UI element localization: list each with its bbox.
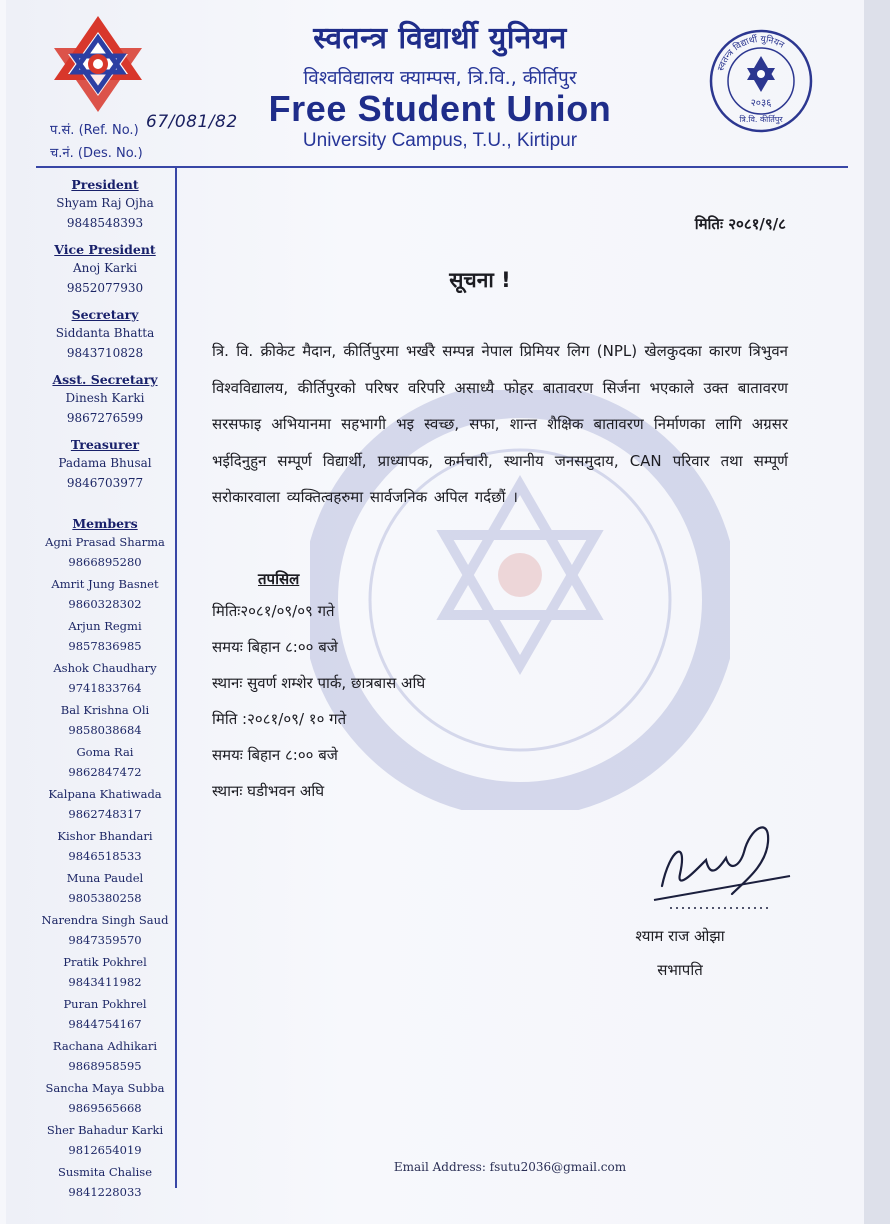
- member-item: [38, 994, 172, 1034]
- member-phone: 9862748317: [68, 807, 142, 821]
- detail-line: स्थानः घडीभवन अघि: [212, 782, 325, 800]
- member-name: Goma Rai: [76, 745, 134, 759]
- notice-title: सूचना !: [449, 268, 511, 292]
- member-name: Susmita Chalise: [57, 1165, 153, 1179]
- member-name: Agni Prasad Sharma: [45, 535, 165, 549]
- dispatch-number-label: च.नं. (Des. No.): [50, 146, 143, 161]
- ref-number-value: 67/081/82: [146, 112, 238, 132]
- svg-text:त्रि.वि. कीर्तिपुर: त्रि.वि. कीर्तिपुर: [739, 115, 783, 124]
- officer-title: Treasurer: [70, 437, 140, 452]
- officer-title: Secretary: [71, 307, 139, 322]
- member-name: Narendra Singh Saud: [41, 913, 169, 927]
- officer-phone: 9867276599: [66, 411, 144, 425]
- detail-line: स्थानः सुवर्ण शम्शेर पार्क, छात्रबास अघि: [212, 674, 426, 692]
- officer-phone: 9843710828: [66, 346, 144, 360]
- notice-date: मितिः २०८१/९/८: [694, 215, 786, 233]
- ref-number-label: प.सं. (Ref. No.): [50, 123, 139, 138]
- member-name: Muna Paudel: [66, 871, 144, 885]
- officer-asst-secretary: [38, 371, 172, 428]
- svg-text:स्वतन्त्र विद्यार्थी युनियन: स्वतन्त्र विद्यार्थी युनियन: [716, 34, 786, 73]
- detail-line: समयः बिहान ८:०० बजे: [212, 638, 338, 656]
- member-phone: 9857836985: [68, 639, 142, 653]
- member-phone: 9812654019: [68, 1143, 142, 1157]
- member-item: [38, 952, 172, 992]
- member-name: Sancha Maya Subba: [45, 1081, 165, 1095]
- officer-name: Dinesh Karki: [65, 391, 145, 405]
- officer-phone: 9852077930: [66, 281, 144, 295]
- signatory-role: सभापति: [657, 961, 703, 979]
- member-phone: 9866895280: [68, 555, 142, 569]
- officer-name: Shyam Raj Ojha: [56, 196, 154, 210]
- member-phone: 9841228033: [68, 1185, 142, 1199]
- member-item: [38, 1078, 172, 1118]
- officer-title: Vice President: [54, 242, 156, 257]
- member-item: [38, 532, 172, 572]
- officer-secretary: [38, 306, 172, 363]
- member-item: [38, 868, 172, 908]
- footer-email: Email Address: fsutu2036@gmail.com: [393, 1160, 627, 1174]
- member-item: [38, 742, 172, 782]
- union-seal-icon: [706, 26, 816, 136]
- member-name: Sher Bahadur Karki: [46, 1123, 164, 1137]
- member-name: Rachana Adhikari: [52, 1039, 158, 1053]
- detail-line: समयः बिहान ८:०० बजे: [212, 746, 338, 764]
- officer-title: President: [71, 177, 139, 192]
- member-item: [38, 700, 172, 740]
- detail-line: मिति :२०८१/०९/ १० गते: [212, 710, 347, 728]
- union-name-nepali: स्वतन्त्र विद्यार्थी युनियन: [313, 21, 567, 56]
- member-name: Puran Pokhrel: [63, 997, 147, 1011]
- member-phone: 9846518533: [68, 849, 142, 863]
- member-item: [38, 616, 172, 656]
- member-name: Ashok Chaudhary: [53, 661, 157, 675]
- union-address-nepali: विश्वविद्यालय क्याम्पस, त्रि.वि., कीर्तिपुर: [303, 67, 577, 89]
- notice-body: त्रि. वि. क्रीकेट मैदान, कीर्तिपुरमा भर्खरै सम्पन्न नेपाल प्रिमियर लिग (NPL) खेलकुदका कारण त्रिभुवन विश्वविद्यालय, कीर्तिपुरको परिषर वरिपरि असाध्यै फोहर बातावरण सिर्जना भएकाले उक्त बातावरण सरसफाइ अभियानमा सहभागी भइ स्वच्छ, सफा, शान्त शैक्षिक बातावरण निर्माणका लागि अग्रसर भईदिनुहुन सम्पूर्ण विद्यार्थी, प्राध्यापक, कर्मचारी, स्थानीय जनसमुदाय, CAN परिवार तथा सम्पूर्ण सरोकारवाला व्यक्तित्वहरुमा सार्वजनिक अपिल गर्दछौं ।: [212, 342, 788, 506]
- member-item: [38, 658, 172, 698]
- sidebar-divider: [175, 166, 177, 1188]
- member-phone: 9805380258: [68, 891, 142, 905]
- detail-line: मितिः२०८१/०९/०९ गते: [212, 602, 335, 620]
- member-phone: 9868958595: [68, 1059, 142, 1073]
- member-phone: 9869565668: [68, 1101, 142, 1115]
- officer-name: Anoj Karki: [72, 261, 138, 275]
- member-phone: 9858038684: [68, 723, 142, 737]
- members-heading: Members: [72, 516, 138, 531]
- member-item: [38, 1036, 172, 1076]
- officer-phone: 9848548393: [66, 216, 144, 230]
- officer-title: Asst. Secretary: [52, 372, 158, 387]
- member-name: Kalpana Khatiwada: [48, 787, 162, 801]
- union-address-english: University Campus, T.U., Kirtipur: [302, 130, 578, 151]
- member-item: [38, 826, 172, 866]
- member-item: [38, 1120, 172, 1160]
- member-phone: 9862847472: [68, 765, 142, 779]
- officer-name: Padama Bhusal: [58, 456, 152, 470]
- details-list: [212, 598, 612, 814]
- member-name: Amrit Jung Basnet: [51, 577, 159, 591]
- officer-president: [38, 176, 172, 233]
- svg-text:२०३६: २०३६: [750, 98, 772, 109]
- member-item: [38, 574, 172, 614]
- member-name: Pratik Pokhrel: [63, 955, 147, 969]
- union-name-english: Free Student Union: [268, 88, 612, 129]
- member-phone: 9860328302: [68, 597, 142, 611]
- officer-vice-president: [38, 241, 172, 298]
- page-edge: [864, 0, 890, 1224]
- officer-treasurer: [38, 436, 172, 493]
- header-divider: [36, 166, 848, 168]
- member-item: [38, 784, 172, 824]
- union-emblem-icon: [50, 14, 146, 114]
- details-heading: तपसिल: [258, 570, 300, 588]
- officer-phone: 9846703977: [66, 476, 144, 490]
- member-name: Bal Krishna Oli: [60, 703, 150, 717]
- member-phone: 9741833764: [68, 681, 142, 695]
- member-name: Arjun Regmi: [68, 619, 142, 633]
- member-phone: 9843411982: [68, 975, 142, 989]
- committee-sidebar: [38, 176, 172, 1202]
- member-phone: 9844754167: [68, 1017, 142, 1031]
- member-item: [38, 910, 172, 950]
- officer-name: Siddanta Bhatta: [55, 326, 155, 340]
- handwritten-signature-icon: [640, 808, 800, 920]
- member-item: [38, 1162, 172, 1202]
- signatory-name: श्याम राज ओझा: [635, 927, 725, 945]
- member-name: Kishor Bhandari: [57, 829, 153, 843]
- member-phone: 9847359570: [68, 933, 142, 947]
